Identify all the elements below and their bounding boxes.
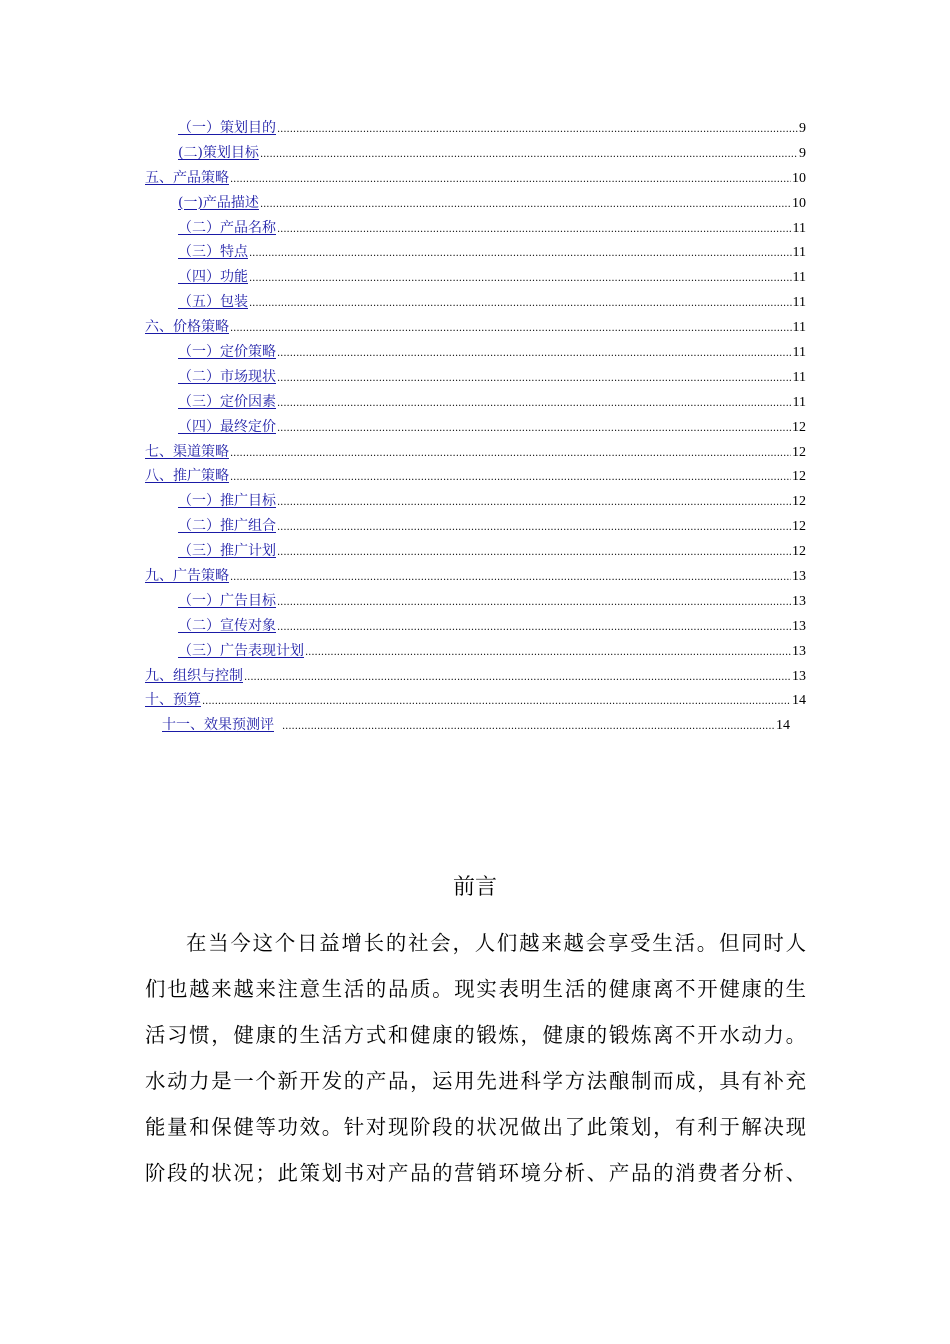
toc-page-number: 11 — [792, 270, 806, 286]
toc-entry-link[interactable]: （四）功能 — [178, 269, 248, 286]
toc-entry[interactable] — [145, 315, 806, 340]
toc-entry-link[interactable]: （一）策划目的 — [178, 120, 276, 136]
toc-dot-leader — [230, 168, 791, 193]
toc-dot-leader — [277, 118, 798, 143]
preface-title: 前言 — [452, 875, 497, 900]
toc-page-number: 14 — [776, 718, 790, 734]
toc-dot-leader — [277, 218, 792, 243]
toc-dot-leader — [277, 367, 792, 392]
toc-entry[interactable] — [145, 116, 806, 141]
toc-page-number: 10 — [792, 195, 806, 211]
toc-dot-leader — [277, 541, 791, 566]
toc-entry[interactable] — [145, 415, 806, 440]
preface-line: 阶段的状况；此策划书对产品的营销环境分析、产品的消费者分析、 — [145, 1161, 806, 1185]
toc-entry-link[interactable]: （四）最终定价 — [178, 418, 276, 435]
toc-entry[interactable] — [145, 713, 790, 738]
toc-entry-link[interactable]: （二）产品名称 — [178, 219, 276, 236]
toc-page-number: 11 — [792, 220, 806, 236]
toc-dot-leader — [277, 616, 791, 641]
toc-page-number: 13 — [792, 643, 806, 659]
toc-page-number: 12 — [792, 469, 806, 485]
toc-entry-link[interactable]: 九、广告策略 — [145, 568, 229, 585]
toc-entry[interactable] — [145, 240, 806, 265]
preface-line: 活习惯，健康的生活方式和健康的锻炼，健康的锻炼离不开水动力。 — [145, 1023, 806, 1047]
toc-page-number: 13 — [792, 668, 806, 684]
toc-dot-leader — [277, 491, 791, 516]
toc-entry-link[interactable]: （一）定价策略 — [178, 344, 276, 361]
toc-entry[interactable] — [145, 489, 806, 514]
toc-page-number: 10 — [792, 170, 806, 186]
toc-entry-link[interactable]: （三）特点 — [178, 244, 248, 261]
toc-entry[interactable] — [145, 290, 806, 315]
preface-line: 们也越来越来注意生活的品质。现实表明生活的健康离不开健康的生 — [145, 977, 806, 1001]
toc-dot-leader — [260, 143, 798, 168]
toc-page-number: 11 — [792, 320, 806, 336]
toc-entry-link[interactable]: 七、渠道策略 — [145, 443, 229, 460]
toc-entry[interactable] — [145, 191, 806, 216]
toc-dot-leader — [230, 466, 791, 491]
toc-entry[interactable] — [145, 340, 806, 365]
toc-dot-leader — [305, 641, 791, 666]
toc-page-number: 12 — [792, 519, 806, 535]
toc-entry[interactable] — [145, 514, 806, 539]
toc-entry-link[interactable]: （三）定价因素 — [178, 393, 276, 410]
toc-dot-leader — [230, 566, 791, 591]
toc-dot-leader — [244, 666, 791, 691]
toc-entry[interactable] — [145, 589, 806, 614]
toc-entry-link[interactable]: （一）推广目标 — [178, 493, 276, 510]
toc-dot-leader — [202, 690, 791, 715]
toc-entry[interactable] — [145, 265, 806, 290]
toc-entry[interactable] — [145, 564, 806, 589]
toc-dot-leader — [277, 516, 791, 541]
toc-dot-leader — [260, 193, 791, 218]
toc-page-number: 11 — [792, 345, 806, 361]
toc-dot-leader — [277, 392, 792, 417]
toc-entry-link[interactable]: 九、组织与控制 — [145, 667, 243, 684]
toc-page-number: 13 — [792, 569, 806, 585]
toc-entry[interactable] — [145, 464, 806, 489]
preface-line: 能量和保健等功效。针对现阶段的状况做出了此策划，有利于解决现 — [145, 1115, 806, 1139]
toc-page-number: 13 — [792, 593, 806, 609]
toc-entry-link[interactable]: 十、预算 — [145, 692, 201, 709]
toc-page-number: 12 — [792, 494, 806, 510]
toc-page-number: 12 — [792, 419, 806, 435]
toc-dot-leader — [249, 242, 792, 267]
toc-entry[interactable] — [145, 688, 806, 713]
toc-dot-leader — [277, 417, 791, 442]
toc-entry[interactable] — [145, 664, 806, 689]
toc-entry[interactable] — [145, 440, 806, 465]
toc-entry[interactable] — [145, 539, 806, 564]
toc-entry-link[interactable]: （二）市场现状 — [178, 368, 276, 385]
preface-body — [145, 920, 806, 1196]
toc-entry-link[interactable]: 六、价格策略 — [145, 319, 229, 336]
preface-line: 在当今这个日益增长的社会，人们越来越会享受生活。但同时人 — [186, 931, 806, 955]
table-of-contents — [145, 116, 806, 738]
toc-entry[interactable] — [145, 141, 806, 166]
toc-entry-link[interactable]: (一)产品描述 — [178, 194, 259, 211]
toc-entry-link[interactable]: 八、推广策略 — [145, 468, 229, 485]
toc-page-number: 9 — [799, 145, 806, 161]
toc-entry[interactable] — [145, 166, 806, 191]
toc-dot-leader — [230, 442, 791, 467]
toc-dot-leader — [249, 292, 792, 317]
toc-dot-leader — [230, 317, 792, 342]
toc-entry[interactable] — [145, 614, 806, 639]
toc-entry-link[interactable]: (二)策划目标 — [178, 144, 259, 161]
toc-page-number: 11 — [792, 394, 806, 410]
toc-entry-link[interactable]: （二）宣传对象 — [178, 617, 276, 634]
toc-entry-link[interactable]: （五）包装 — [178, 294, 248, 311]
toc-entry-link[interactable]: （一）广告目标 — [178, 592, 276, 609]
toc-page-number: 9 — [799, 121, 806, 136]
preface-line: 水动力是一个新开发的产品，运用先进科学方法酿制而成，具有补充 — [145, 1069, 806, 1093]
toc-entry[interactable] — [145, 216, 806, 241]
toc-page-number: 12 — [792, 544, 806, 560]
toc-page-number: 14 — [792, 693, 806, 709]
toc-page-number: 12 — [792, 444, 806, 460]
toc-page-number: 11 — [792, 245, 806, 261]
toc-dot-leader — [277, 342, 792, 367]
toc-entry[interactable] — [145, 365, 806, 390]
toc-dot-leader — [282, 715, 775, 740]
toc-entry-link[interactable]: （三）广告表现计划 — [178, 642, 304, 659]
toc-page-number: 11 — [792, 295, 806, 311]
toc-page-number: 13 — [792, 618, 806, 634]
toc-entry-link[interactable]: 十一、效果预测评 — [162, 717, 274, 734]
toc-entry-link[interactable]: 五、产品策略 — [145, 169, 229, 186]
toc-page-number: 11 — [792, 369, 806, 385]
toc-entry-link[interactable]: （三）推广计划 — [178, 543, 276, 560]
toc-entry[interactable] — [145, 390, 806, 415]
toc-entry[interactable] — [145, 639, 806, 664]
toc-dot-leader — [249, 267, 792, 292]
toc-entry-link[interactable]: （二）推广组合 — [178, 518, 276, 535]
toc-dot-leader — [277, 591, 791, 616]
